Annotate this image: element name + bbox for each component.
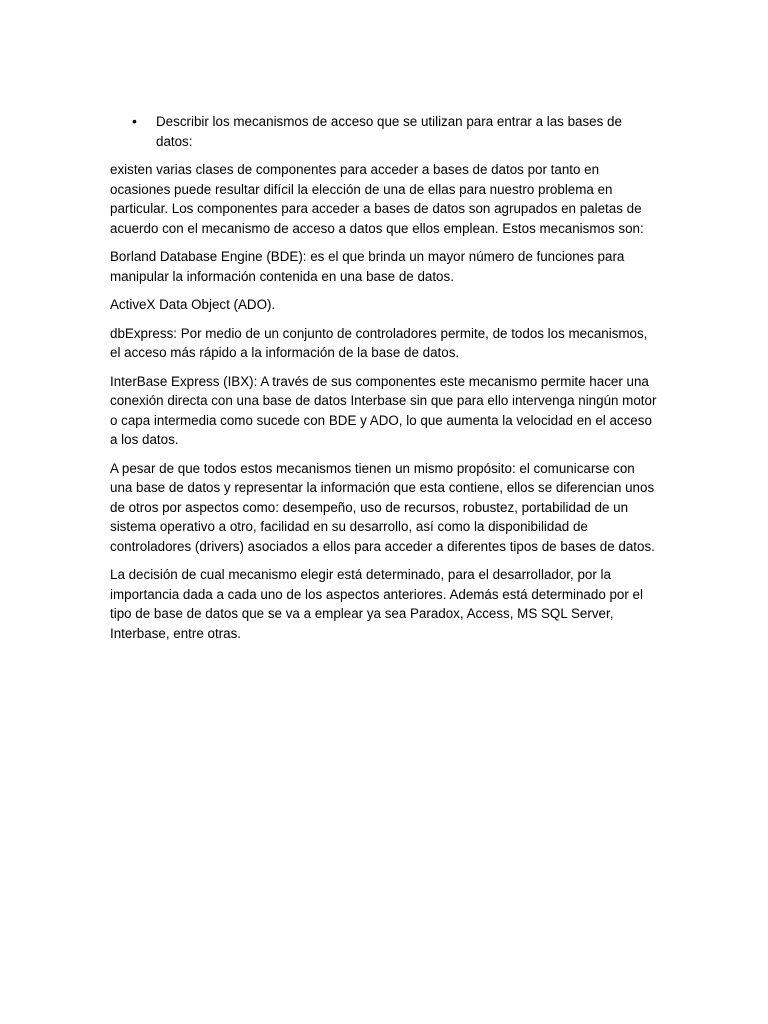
paragraph-comparison: A pesar de que todos estos mecanismos tienen un mismo propósito: el comunicarse con una base de datos y representar la información que esta contiene, ellos se diferencian unos de otros por aspectos como: desempeño, uso de recursos, robustez, portabilidad de un sistema operativo a otro, facilidad en su desarrollo, así como la disponibilidad de controladores (drivers) asociados a ellos para acceder a diferentes tipos de bases de datos. bbox=[110, 460, 655, 554]
paragraph-ado: ActiveX Data Object (ADO). bbox=[110, 297, 276, 312]
paragraph-bde: Borland Database Engine (BDE): es el que brinda un mayor número de funciones para manipular la información contenida en una base de datos. bbox=[110, 249, 625, 284]
paragraph-decision: La decisión de cual mecanismo elegir está determinado, para el desarrollador, por la importancia dada a cada uno de los aspectos anteriores. Además está determinado por el tipo de base de datos que se va a emplear ya sea Paradox, Access, MS SQL Server, Interbase, entre otras. bbox=[110, 567, 643, 641]
paragraph-dbexpress: dbExpress: Por medio de un conjunto de controladores permite, de todos los mecanismos, el acceso más rápido a la información de la base de datos. bbox=[110, 325, 648, 360]
bullet-item bbox=[110, 112, 660, 151]
paragraph-intro: existen varias clases de componentes para acceder a bases de datos por tanto en ocasiones puede resultar difícil la elección de una de ellas para nuestro problema en particular. Los componentes para acceder a bases de datos son agrupados en paletas de acuerdo con el mecanismo de acceso a datos que ellos emplean. Estos mecanismos son: bbox=[110, 162, 644, 236]
bullet-text: Describir los mecanismos de acceso que se utilizan para entrar a las bases de datos: bbox=[156, 114, 622, 149]
bullet-icon: • bbox=[132, 113, 137, 129]
document-page bbox=[110, 112, 660, 652]
paragraph-ibx: InterBase Express (IBX): A través de sus componentes este mecanismo permite hacer una conexión directa con una base de datos Interbase sin que para ello intervenga ningún motor o capa intermedia como sucede con BDE y ADO, lo que aumenta la velocidad en el acceso a los datos. bbox=[110, 373, 657, 447]
